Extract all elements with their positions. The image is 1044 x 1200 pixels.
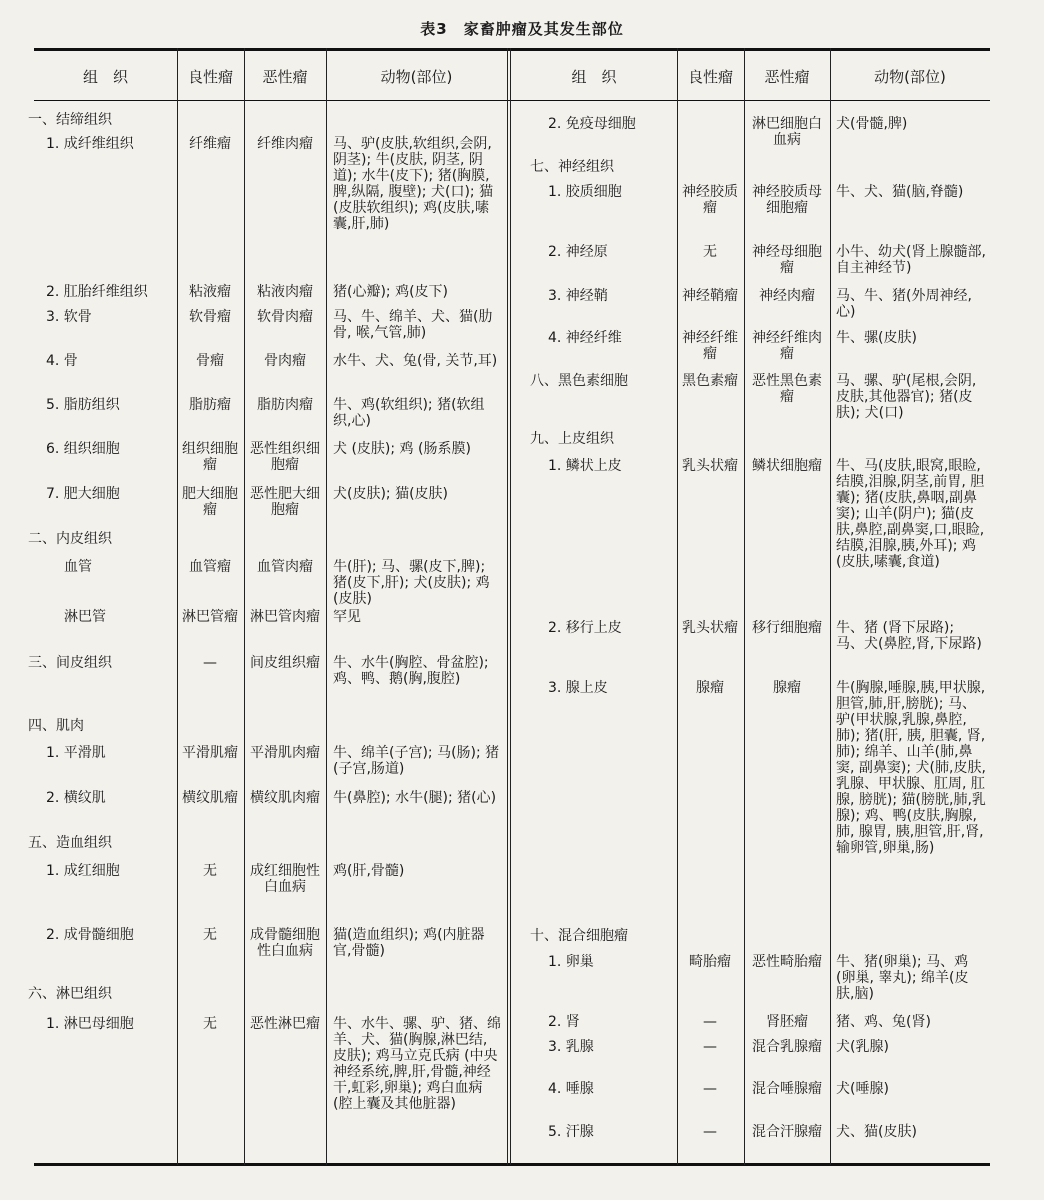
animal-site: 罕见: [333, 609, 361, 625]
malignant-tumor: 成骨髓细胞性白血病: [250, 927, 320, 959]
tissue-label: 七、神经组织: [530, 159, 614, 175]
header-benign: 良性瘤: [187, 68, 233, 86]
tissue-label: 4. 骨: [46, 353, 78, 369]
benign-tumor: 神经胶质瘤: [682, 184, 738, 216]
animal-site: 马、驴(皮肤,软组织,会阴, 阴茎); 牛(皮肤, 阴茎, 阴道); 水牛(皮下); 猪(胸膜,脾,纵隔, 腹壁); 犬(口); 猫 (皮肤软组织); 鸡(皮肤,嗉囊,肝,肺): [333, 136, 494, 232]
benign-tumor: 腺瘤: [696, 680, 724, 696]
animal-site: 牛、水牛、骡、驴、猪、绵羊、犬、猫(胸腺,淋巴结,皮肤); 鸡马立克氏病 (中央神经系统,脾,肝,骨髓,神经干,虹彩,卵巢); 鸡白血病 (腔上囊及其他脏器): [333, 1016, 501, 1112]
tissue-label: 6. 组织细胞: [46, 441, 120, 457]
animal-site: 猪(心瓣); 鸡(皮下): [333, 284, 449, 300]
tissue-label: 九、上皮组织: [530, 431, 614, 447]
header-benign: 良性瘤: [687, 68, 733, 86]
tissue-label: 2. 移行上皮: [548, 620, 622, 636]
animal-site: 鸡(肝,骨髓): [333, 863, 405, 879]
malignant-tumor: 血管肉瘤: [257, 559, 313, 575]
tissue-label: 2. 肾: [548, 1014, 580, 1030]
tissue-label: 1. 卵巢: [548, 954, 594, 970]
tissue-label: 淋巴管: [64, 609, 106, 625]
benign-tumor: —: [703, 1039, 717, 1055]
tissue-label: 一、结缔组织: [28, 112, 112, 128]
benign-tumor: —: [703, 1124, 717, 1140]
malignant-tumor: 恶性畸胎瘤: [752, 954, 822, 970]
animal-site: 犬 (皮肤); 鸡 (肠系膜): [333, 441, 471, 457]
tissue-label: 三、间皮组织: [28, 655, 112, 671]
tissue-label: 3. 腺上皮: [548, 680, 608, 696]
benign-tumor: 软骨瘤: [189, 309, 231, 325]
benign-tumor: 无: [203, 863, 217, 879]
animal-site: 牛、马(皮肤,眼窝,眼睑,结膜,泪腺,阴茎,前胃, 胆囊); 猪(皮肤,鼻咽,副鼻窦); 山羊(阴户); 猫(皮肤,鼻腔,副鼻窦,口,眼睑,结膜,泪腺,胰,外耳); 鸡(皮肤,嗉囊,食道): [836, 458, 985, 570]
header-malignant: 恶性瘤: [262, 68, 308, 86]
animal-site: 马、骡、驴(尾根,会阴,皮肤,其他器官); 猪(皮肤); 犬(口): [836, 373, 977, 421]
benign-tumor: 粘液瘤: [189, 284, 231, 300]
malignant-tumor: 神经纤维肉瘤: [752, 330, 822, 362]
malignant-tumor: 腺瘤: [773, 680, 801, 696]
tissue-label: 2. 肛胎纤维组织: [46, 284, 148, 300]
benign-tumor: 组织细胞瘤: [182, 441, 238, 473]
animal-site: 猫(造血组织); 鸡(内脏器官,骨髓): [333, 927, 485, 959]
tissue-label: 1. 胶质细胞: [548, 184, 622, 200]
benign-tumor: 淋巴管瘤: [182, 609, 238, 625]
tissue-label: 2. 横纹肌: [46, 790, 106, 806]
benign-tumor: —: [703, 1014, 717, 1030]
benign-tumor: 脂肪瘤: [189, 397, 231, 413]
header-animal: 动物(部位): [874, 68, 946, 86]
malignant-tumor: 间皮组织瘤: [250, 655, 320, 671]
animal-site: 牛、骡(皮肤): [836, 330, 917, 346]
tissue-label: 2. 成骨髓细胞: [46, 927, 134, 943]
malignant-tumor: 软骨肉瘤: [257, 309, 313, 325]
malignant-tumor: 神经母细胞瘤: [752, 244, 822, 276]
benign-tumor: 肥大细胞瘤: [182, 486, 238, 518]
tissue-label: 3. 神经鞘: [548, 288, 608, 304]
tissue-label: 5. 汗腺: [548, 1124, 594, 1140]
tissue-label: 八、黑色素细胞: [530, 373, 628, 389]
animal-site: 牛、猪(卵巢); 马、鸡(卵巢, 睾丸); 绵羊(皮肤,脑): [836, 954, 969, 1002]
tissue-label: 1. 成纤维组织: [46, 136, 134, 152]
benign-tumor: 神经纤维瘤: [682, 330, 738, 362]
malignant-tumor: 移行细胞瘤: [752, 620, 822, 636]
tissue-label: 4. 神经纤维: [548, 330, 622, 346]
animal-site: 猪、鸡、兔(肾): [836, 1014, 931, 1030]
animal-site: 犬(骨髓,脾): [836, 116, 908, 132]
tissue-label: 2. 免疫母细胞: [548, 116, 636, 132]
malignant-tumor: 肾胚瘤: [766, 1014, 808, 1030]
malignant-tumor: 神经胶质母细胞瘤: [752, 184, 822, 216]
malignant-tumor: 粘液肉瘤: [257, 284, 313, 300]
tissue-label: 1. 鳞状上皮: [548, 458, 622, 474]
tissue-label: 7. 肥大细胞: [46, 486, 120, 502]
col-divider: [326, 48, 327, 1165]
malignant-tumor: 淋巴管肉瘤: [250, 609, 320, 625]
animal-site: 牛、鸡(软组织); 猪(软组织,心): [333, 397, 485, 429]
tissue-label: 二、内皮组织: [28, 531, 112, 547]
malignant-tumor: 平滑肌肉瘤: [250, 745, 320, 761]
malignant-tumor: 恶性黑色素瘤: [752, 373, 822, 405]
benign-tumor: 无: [703, 244, 717, 260]
benign-tumor: 平滑肌瘤: [182, 745, 238, 761]
malignant-tumor: 恶性肥大细胞瘤: [250, 486, 320, 518]
benign-tumor: 无: [203, 927, 217, 943]
benign-tumor: 乳头状瘤: [682, 458, 738, 474]
animal-site: 犬(皮肤); 猫(皮肤): [333, 486, 449, 502]
animal-site: 小牛、幼犬(肾上腺髓部,自主神经节): [836, 244, 986, 276]
animal-site: 牛(肝); 马、骡(皮下,脾); 猪(皮下,肝); 犬(皮肤); 鸡(皮肤): [333, 559, 490, 607]
tissue-label: 3. 乳腺: [548, 1039, 594, 1055]
benign-tumor: 神经鞘瘤: [682, 288, 738, 304]
malignant-tumor: 混合唾腺瘤: [752, 1081, 822, 1097]
animal-site: 马、牛、绵羊、犬、猫(肋骨, 喉,气管,肺): [333, 309, 493, 341]
animal-site: 牛(胸腺,唾腺,胰,甲状腺,胆管,肺,肝,膀胱); 马、驴(甲状腺,乳腺,鼻腔, 肺); 猪(肝, 胰, 胆囊, 肾,肺); 绵羊、山羊(肺,鼻窦, 副鼻窦); 犬(肺,皮肤,乳腺、甲状腺、肛周, 肛腺, 膀胱); 猫(膀胱,肺,乳腺); 鸡、鸭(皮肤,胸腺,肺, 腺胃, 胰,胆管,肝,肾,输卵管,卵巢,肠): [836, 680, 986, 856]
animal-site: 犬(乳腺): [836, 1039, 889, 1055]
tissue-label: 四、肌肉: [28, 718, 84, 734]
tissue-label: 1. 成红细胞: [46, 863, 120, 879]
benign-tumor: 纤维瘤: [189, 136, 231, 152]
animal-site: 牛、猪 (肾下尿路); 马、犬(鼻腔,肾,下尿路): [836, 620, 982, 652]
col-divider: [744, 48, 745, 1165]
benign-tumor: 无: [203, 1016, 217, 1032]
malignant-tumor: 淋巴细胞白血病: [752, 116, 822, 148]
benign-tumor: 骨瘤: [196, 353, 224, 369]
animal-site: 牛、犬、猫(脑,脊髓): [836, 184, 964, 200]
benign-tumor: 畸胎瘤: [689, 954, 731, 970]
header-malignant: 恶性瘤: [764, 68, 810, 86]
animal-site: 牛、绵羊(子宫); 马(肠); 猪(子宫,肠道): [333, 745, 500, 777]
malignant-tumor: 脂肪肉瘤: [257, 397, 313, 413]
tissue-label: 3. 软骨: [46, 309, 92, 325]
col-divider: [244, 48, 245, 1165]
tissue-label: 4. 唾腺: [548, 1081, 594, 1097]
panel-divider: [507, 48, 511, 1165]
animal-site: 马、牛、猪(外周神经,心): [836, 288, 972, 320]
tissue-label: 1. 淋巴母细胞: [46, 1016, 134, 1032]
animal-site: 犬、猫(皮肤): [836, 1124, 917, 1140]
header-tissue: 组 织: [82, 68, 128, 86]
malignant-tumor: 混合汗腺瘤: [752, 1124, 822, 1140]
table-title: 表3 家畜肿瘤及其发生部位: [420, 20, 624, 38]
col-divider: [830, 48, 831, 1165]
tissue-label: 十、混合细胞瘤: [530, 928, 628, 944]
tissue-label: 五、造血组织: [28, 835, 112, 851]
benign-tumor: 横纹肌瘤: [182, 790, 238, 806]
tissue-label: 5. 脂肪组织: [46, 397, 120, 413]
animal-site: 牛、水牛(胸腔、骨盆腔); 鸡、鸭、鹅(胸,腹腔): [333, 655, 489, 687]
malignant-tumor: 骨肉瘤: [264, 353, 306, 369]
benign-tumor: 黑色素瘤: [682, 373, 738, 389]
header-tissue: 组 织: [571, 68, 617, 86]
malignant-tumor: 神经肉瘤: [759, 288, 815, 304]
animal-site: 犬(唾腺): [836, 1081, 889, 1097]
tissue-label: 血管: [64, 559, 92, 575]
malignant-tumor: 纤维肉瘤: [257, 136, 313, 152]
animal-site: 牛(鼻腔); 水牛(腿); 猪(心): [333, 790, 497, 806]
header-animal: 动物(部位): [380, 68, 453, 86]
malignant-tumor: 鳞状细胞瘤: [752, 458, 822, 474]
col-divider: [677, 48, 678, 1165]
animal-site: 水牛、犬、兔(骨, 关节,耳): [333, 353, 498, 369]
malignant-tumor: 成红细胞性白血病: [250, 863, 320, 895]
malignant-tumor: 混合乳腺瘤: [752, 1039, 822, 1055]
benign-tumor: —: [703, 1081, 717, 1097]
malignant-tumor: 横纹肌肉瘤: [250, 790, 320, 806]
malignant-tumor: 恶性淋巴瘤: [250, 1016, 320, 1032]
tissue-label: 六、淋巴组织: [28, 986, 112, 1002]
benign-tumor: 血管瘤: [189, 559, 231, 575]
benign-tumor: 乳头状瘤: [682, 620, 738, 636]
tissue-label: 1. 平滑肌: [46, 745, 106, 761]
tissue-label: 2. 神经原: [548, 244, 608, 260]
benign-tumor: —: [203, 655, 217, 671]
malignant-tumor: 恶性组织细胞瘤: [250, 441, 320, 473]
col-divider: [177, 48, 178, 1165]
